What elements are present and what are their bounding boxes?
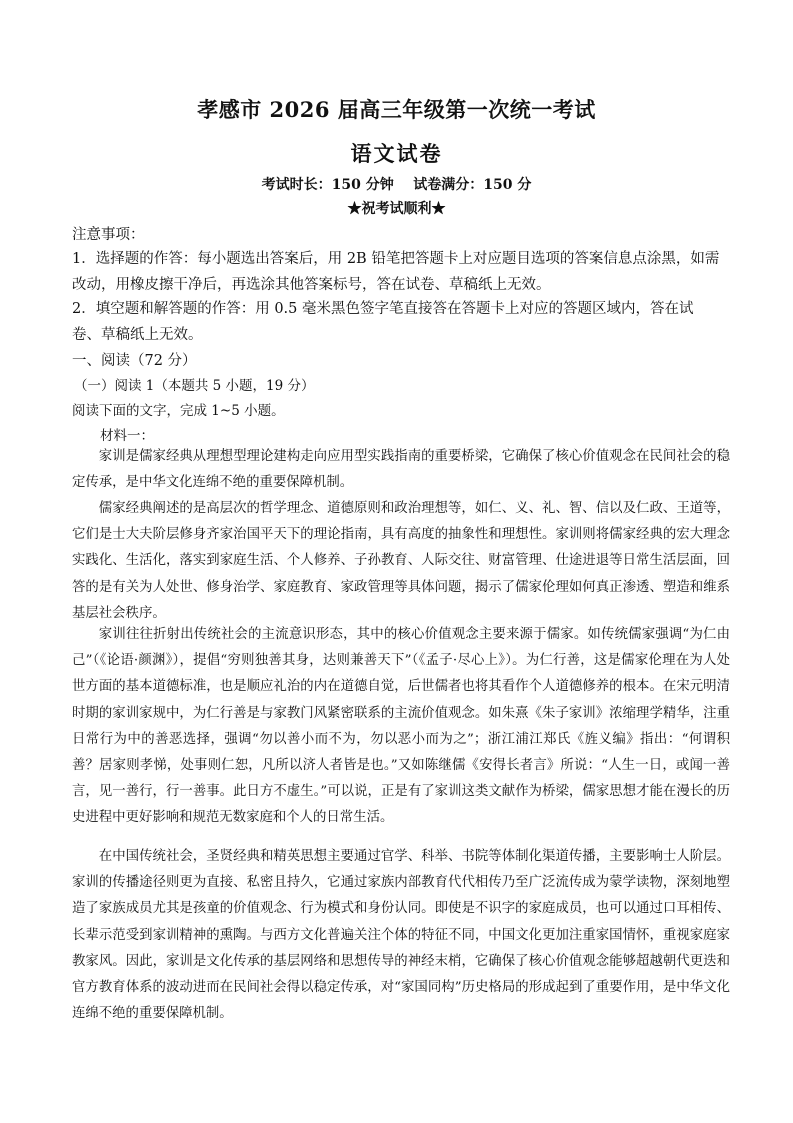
paragraph-4: 在中国传统社会，圣贤经典和精英思想主要通过官学、科举、书院等体制化渠道传播，主要影响士人阶层。家训的传播途径则更为直接、私密且持久，它通过家族内部教育代代相传乃至广泛流传成为蒙学读物，深刻地塑造了家族成员尤其是孩童的价值观念、行为模式和身份认同。即使是不识字的家庭成员，也可以通过口耳相传、长辈示范受到家训精神的熏陶。与西方文化普遍关注个体的特征不同，中国文化更加注重家国情怀，重视家庭家教家风。因此，家训是文化传承的基层网络和思想传导的神经末梢，它确保了核心价值观念能够超越朝代更迭和官方教育体系的波动进而在民间社会得以稳定传承，对“家国同构”历史格局的形成起到了重要作用，是中华文化连绵不绝的重要保障机制。	[72, 849, 730, 1022]
material-label: 材料一：	[100, 428, 154, 444]
paragraph-3: 家训往往折射出传统社会的主流意识形态，其中的核心价值观念主要来源于儒家。如传统儒家强调“为仁由己”（《论语·颜渊》），提倡“穷则独善其身，达则兼善天下”（《孟子·尽心上》）。为仁行善，这是儒家伦理在为人处世方面的基本道德标准，也是顺应礼治的内在道德自觉，后世儒者也将其看作个人道德修养的根本。在宋元明清时期的家训家规中，为仁行善是与家教门风紧密联系的主流价值观念。如朱熹《朱子家训》浓缩理学精华，注重日常行为中的善恶选择，强调“勿以善小而不为，勿以恶小而为之”；浙江浦江郑氏《旌义编》指出：“何谓积善？居家则孝悌，处事则仁恕，凡所以济人者皆是也。”又如陈继儒《安得长者言》所说：“人生一日，或闻一善言，见一善行，行一善事。此日方不虚生。”可以说，正是有了家训这类文献作为桥梁，儒家思想才能在漫长的历史进程中更好影响和规范无数家庭和个人的日常生活。	[72, 627, 730, 826]
notice-item-2: 2．填空题和解答题的作答：用 0.5 毫米黑色签字笔直接答在答题卡上对应的答题区域内，答在试卷、草稿纸上无效。	[72, 301, 694, 343]
exam-meta: 考试时长：150 分钟 试卷满分：150 分	[261, 177, 532, 193]
reading-instruction: 阅读下面的文字，完成 1~5 小题。	[72, 403, 285, 419]
notice-heading: 注意事项：	[72, 227, 145, 243]
paragraph-2: 儒家经典阐述的是高层次的哲学理念、道德原则和政治理想等，如仁、义、礼、智、信以及仁政、王道等，它们是士大夫阶层修身齐家治国平天下的理论指南，具有高度的抽象性和理想性。家训则将儒家经典的宏大理念实践化、生活化，落实到家庭生活、个人修养、子孙教育、人际交往、财富管理、仕途进退等日常生活层面，回答的是有关为人处世、修身治学、家庭教育、家政管理等具体问题，揭示了儒家伦理如何真正渗透、塑造和维系基层社会秩序。	[72, 501, 730, 621]
exam-subject: 语文试卷	[350, 141, 443, 166]
exam-title: 孝感市 2026 届高三年级第一次统一考试	[197, 97, 596, 122]
exam-wish: ★祝考试顺利★	[347, 201, 446, 217]
notice-item-1: 1．选择题的作答：每小题选出答案后，用 2B 铅笔把答题卡上对应题目选项的答案信息点涂黑，如需改动，用橡皮擦干净后，再选涂其他答案标号，答在试卷、草稿纸上无效。	[72, 251, 720, 293]
section-heading: 一、阅读（72 分）	[72, 353, 197, 369]
paragraph-1: 家训是儒家经典从理想型理论建构走向应用型实践指南的重要桥梁，它确保了核心价值观念在民间社会的稳定传承，是中华文化连绵不绝的重要保障机制。	[72, 449, 730, 491]
section-sub-heading: （一）阅读 1（本题共 5 小题，19 分）	[74, 378, 315, 394]
